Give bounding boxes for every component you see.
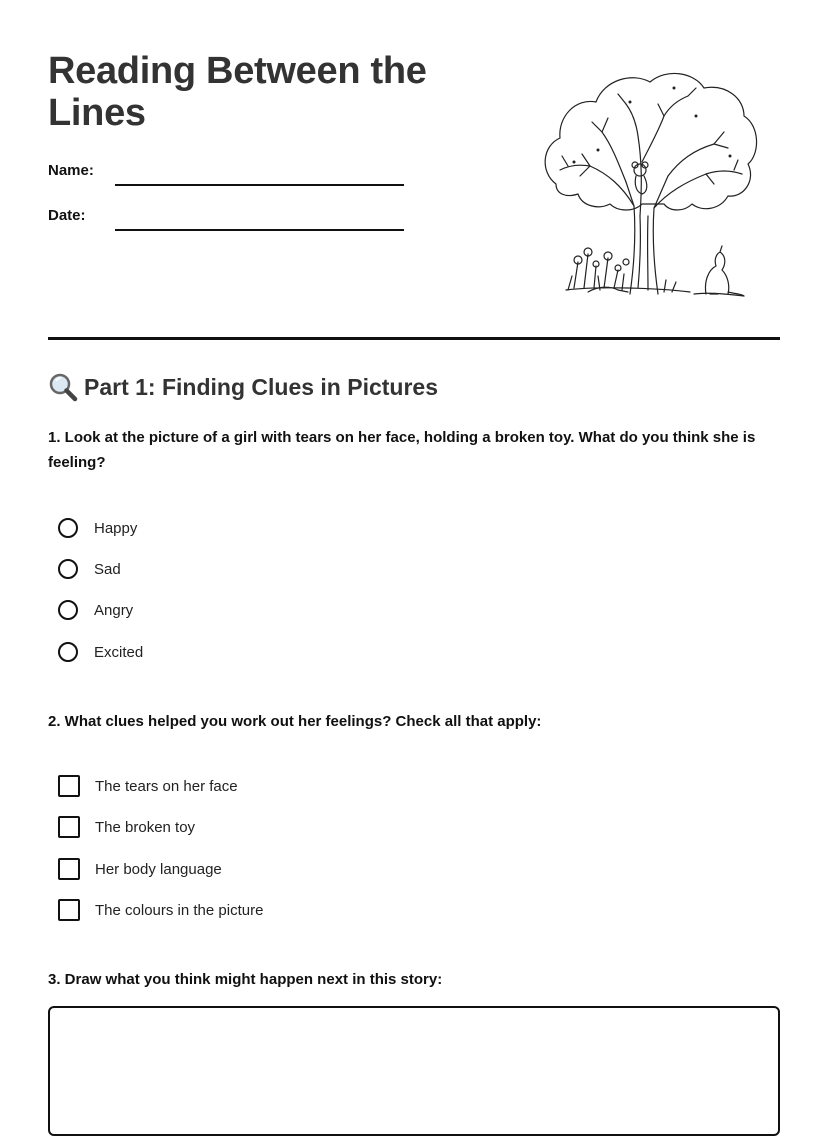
page-title: Reading Between the Lines (48, 50, 427, 134)
q1-option-excited[interactable] (58, 639, 143, 665)
magnifying-glass-icon (48, 372, 78, 402)
q1-option-sad[interactable] (58, 556, 121, 582)
radio-button[interactable] (58, 559, 78, 579)
checkbox[interactable] (58, 816, 80, 838)
q2-option-broken-toy[interactable] (58, 814, 195, 840)
option-label: Her body language (95, 860, 222, 878)
question-3-text: 3. Draw what you think might happen next in this story: (48, 971, 443, 988)
radio-button[interactable] (58, 642, 78, 662)
option-label: Angry (94, 601, 134, 619)
drawing-area[interactable] (48, 1006, 780, 1136)
checkbox[interactable] (58, 858, 80, 880)
section-divider (48, 337, 780, 340)
q1-option-happy[interactable] (58, 515, 137, 541)
part1-heading (48, 372, 438, 402)
option-label: The colours in the picture (95, 901, 264, 919)
option-label: Happy (94, 519, 138, 537)
name-field[interactable] (48, 152, 408, 182)
option-label: The broken toy (95, 818, 196, 836)
checkbox[interactable] (58, 899, 80, 921)
radio-button[interactable] (58, 600, 78, 620)
q2-option-body-language[interactable] (58, 856, 222, 882)
checkbox[interactable] (58, 775, 80, 797)
option-label: Excited (94, 643, 144, 661)
option-label: Sad (94, 560, 121, 578)
q1-option-angry[interactable] (58, 597, 133, 623)
date-label: Date: (48, 207, 86, 224)
name-label: Name: (48, 162, 94, 179)
worksheet-header (48, 48, 780, 298)
worksheet-page (48, 0, 780, 1118)
tree-illustration (538, 66, 768, 300)
q2-option-tears[interactable] (58, 773, 238, 799)
radio-button[interactable] (58, 518, 78, 538)
date-write-line[interactable] (115, 229, 404, 231)
question-2-text: 2. What clues helped you work out her feelings? Check all that apply: (48, 713, 542, 730)
date-field[interactable] (48, 197, 408, 227)
part1-title: Part 1: Finding Clues in Pictures (84, 373, 439, 400)
q2-option-colours[interactable] (58, 897, 263, 923)
name-write-line[interactable] (115, 184, 404, 186)
question-1-text: 1. Look at the picture of a girl with tears on her face, holding a broken toy. What do you think she is feeling? (48, 429, 756, 471)
option-label: The tears on her face (95, 777, 238, 795)
